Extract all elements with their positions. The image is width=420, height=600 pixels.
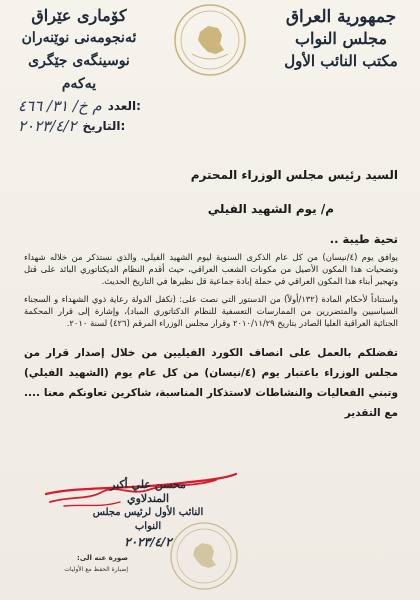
cc-heading: صورة عنه الى:: [77, 554, 128, 562]
greeting: تحية طيبة ..: [329, 232, 398, 246]
subject-line: م/ يوم الشهيد الفيلي: [207, 202, 334, 216]
kurdish-letterhead: [18, 4, 140, 96]
reference-number: م خ/ ٣١/ ٤٦٦: [18, 97, 102, 115]
letterhead-country: جمهورية العراق: [285, 7, 397, 27]
carbon-copy-block: [18, 554, 128, 575]
body-paragraph: يوافق يوم (٤/نيسان) من كل عام الذكرى السنوية ليوم الشهيد الفيلي، والذي نستذكر من خلاله شهداء وتضحيات هذا المكون الأصيل من مكونات الشعب العراقي، حيث أقدم النظام الديكتاتوري البائد على قتل وتهجير أبناء هذا المكون العراقي في حملة إبادة جماعية قل نظيرها في التاريخ الحديث.: [24, 252, 398, 286]
parliament-emblem-icon: [172, 2, 248, 78]
letterhead-council-kurdish: ئەنجومەنی نوێنەران: [21, 30, 137, 46]
letterhead-country-kurdish: كۆماری عێراق: [31, 6, 127, 25]
reference-date: ٢٠٢٣/٤/٢: [18, 117, 77, 135]
reference-date-label: التاريخ:: [82, 119, 126, 133]
reference-block: [18, 96, 141, 136]
reference-number-label: العدد:: [107, 99, 141, 113]
signature-date: ٢٠٢٣/٤/٢: [124, 535, 172, 549]
addressee: السيد رئيس مجلس الوزراء المحترم: [190, 168, 398, 182]
official-seal-icon: [168, 520, 240, 592]
letterhead-office-kurdish: نوسینگەی جێگری یەکەم: [28, 53, 130, 92]
signatory-title: النائب الأول لرئيس مجلس النواب: [92, 507, 204, 532]
request-paragraph: تفضلكم بالعمل على انصاف الكورد الفيليين من خلال إصدار قرار من مجلس الوزراء باعتبار يوم (٤/نيسان) من كل عام يوم (الشهيد الفيلي) وتبني الفعاليات والنشاطات لاستذكار المناسبة، شاكرين تعاونكم معنا .... مع التقدير: [24, 347, 398, 419]
arabic-letterhead: [276, 6, 406, 72]
letter-body: [24, 168, 398, 423]
signatory-name: محسن علي أكبر المندلاوي: [110, 478, 186, 505]
letterhead-council: مجلس النواب: [294, 29, 388, 48]
body-paragraph: واستناداً لأحكام المادة (١٣٢/أولاً) من الدستور التي نصت على: (تكفل الدولة رعاية ذوي الشهداء و السجناء السياسيين والمتضررين من الممارسات التعسفية للنظام الدكتاتوري المباد)، وإشارة إلى قرار المحكمة الجنائية العراقية العليا الصادر بتاريخ ٢٠١٠/١١/٢٩ وقرار مجلس الوزراء المرقم (٤٢٦) لسنة ٢٠١٠.: [24, 294, 398, 328]
letterhead-office: مكتب النائب الأول: [284, 52, 398, 70]
cc-item: إضبارة الحفظ مع الأوليات: [64, 566, 128, 573]
